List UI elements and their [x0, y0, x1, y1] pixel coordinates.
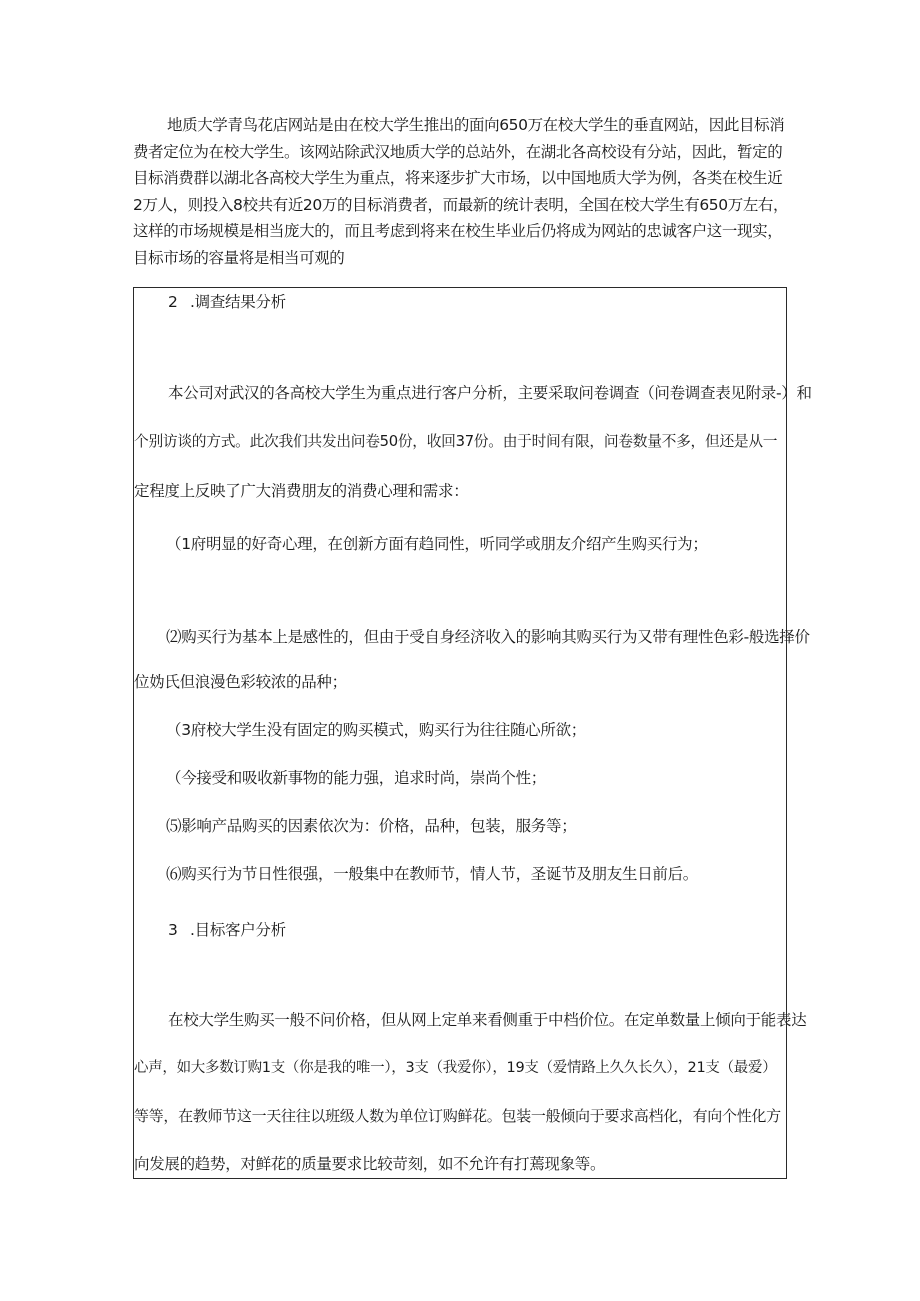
intro-paragraph: 地质大学青鸟花店网站是由在校大学生推出的面向650万在校大学生的垂直网站，因此目标消费者定位为在校大学生。该网站除武汉地质大学的总站外，在湖北各高校设有分站，因此，暂定的目标消费群以湖北各高校大学生为重点，将来逐步扩大市场，以中国地质大学为例，各类在校生近2万人，则投入8校共有近20万的目标消费者，而最新的统计表明，全国在校大学生有650万左右，这样的市场规模是相当庞大的，而且考虑到将来在校生毕业后仍将成为网站的忠诚客户这一现实，目标市场的容量将是相当可观的 — [133, 116, 789, 267]
section2-item-2-cont: 位妫氏但浪漫色彩较浓的品种； — [134, 673, 347, 691]
section2-item-6: ⑹购买行为节日性很强，一般集中在教师节，情人节，圣诞节及朋友生日前后。 — [166, 865, 699, 883]
section2-item-3: （3府校大学生没有固定的购买模式，购买行为往往随心所欲； — [166, 721, 586, 739]
section2-heading — [134, 292, 820, 312]
section2-para-line-2: 个别访谈的方式。此次我们共发出问卷50份，收回37份。由于时间有限，问卷数量不多，但还是从一 — [134, 433, 778, 450]
section2-item-4: （今接受和吸收新事物的能力强，追求时尚，崇尚个性； — [166, 769, 547, 787]
section3-number: 3 — [168, 921, 178, 939]
section3-heading — [134, 920, 820, 940]
section2-item-2: ⑵购买行为基本上是感性的，但由于受自身经济收入的影响其购买行为又带有理性色彩-般选择价 — [166, 628, 810, 646]
section3-para-line-2: 心声，如大多数订购1支（你是我的唯一），3支（我爱你），19支（爱情路上久久长久），21支（最爱） — [134, 1060, 777, 1076]
section2-para-line-1: 本公司对武汉的各高校大学生为重点进行客户分析，主要采取问卷调查（问卷调查表见附录-）和 — [168, 384, 812, 402]
section3-title: .目标客户分析 — [190, 921, 286, 939]
section2-title: .调查结果分析 — [190, 293, 286, 311]
section2-number: 2 — [168, 293, 178, 311]
section2-para-line-3: 定程度上反映了广大消费朋友的消费心理和需求： — [134, 482, 469, 500]
section3-para-line-1: 在校大学生购买一般不问价格，但从网上定单来看侧重于中档价位。在定单数量上倾向于能表达 — [168, 1011, 807, 1029]
section3-para-line-4: 向发展的趋势，对鲜花的质量要求比较苛刻，如不允许有打蔫现象等。 — [134, 1155, 606, 1173]
section2-item-5: ⑸影响产品购买的因素依次为：价格，品种，包装，服务等； — [166, 817, 577, 835]
content-box — [133, 287, 812, 1179]
section2-item-1: （1府明显的好奇心理，在创新方面有趋同性，听同学或朋友介绍产生购买行为； — [166, 535, 708, 553]
section3-para-line-3: 等等，在教师节这一天往往以班级人数为单位订购鲜花。包装一般倾向于要求高档化，有向个性化方 — [134, 1107, 781, 1125]
